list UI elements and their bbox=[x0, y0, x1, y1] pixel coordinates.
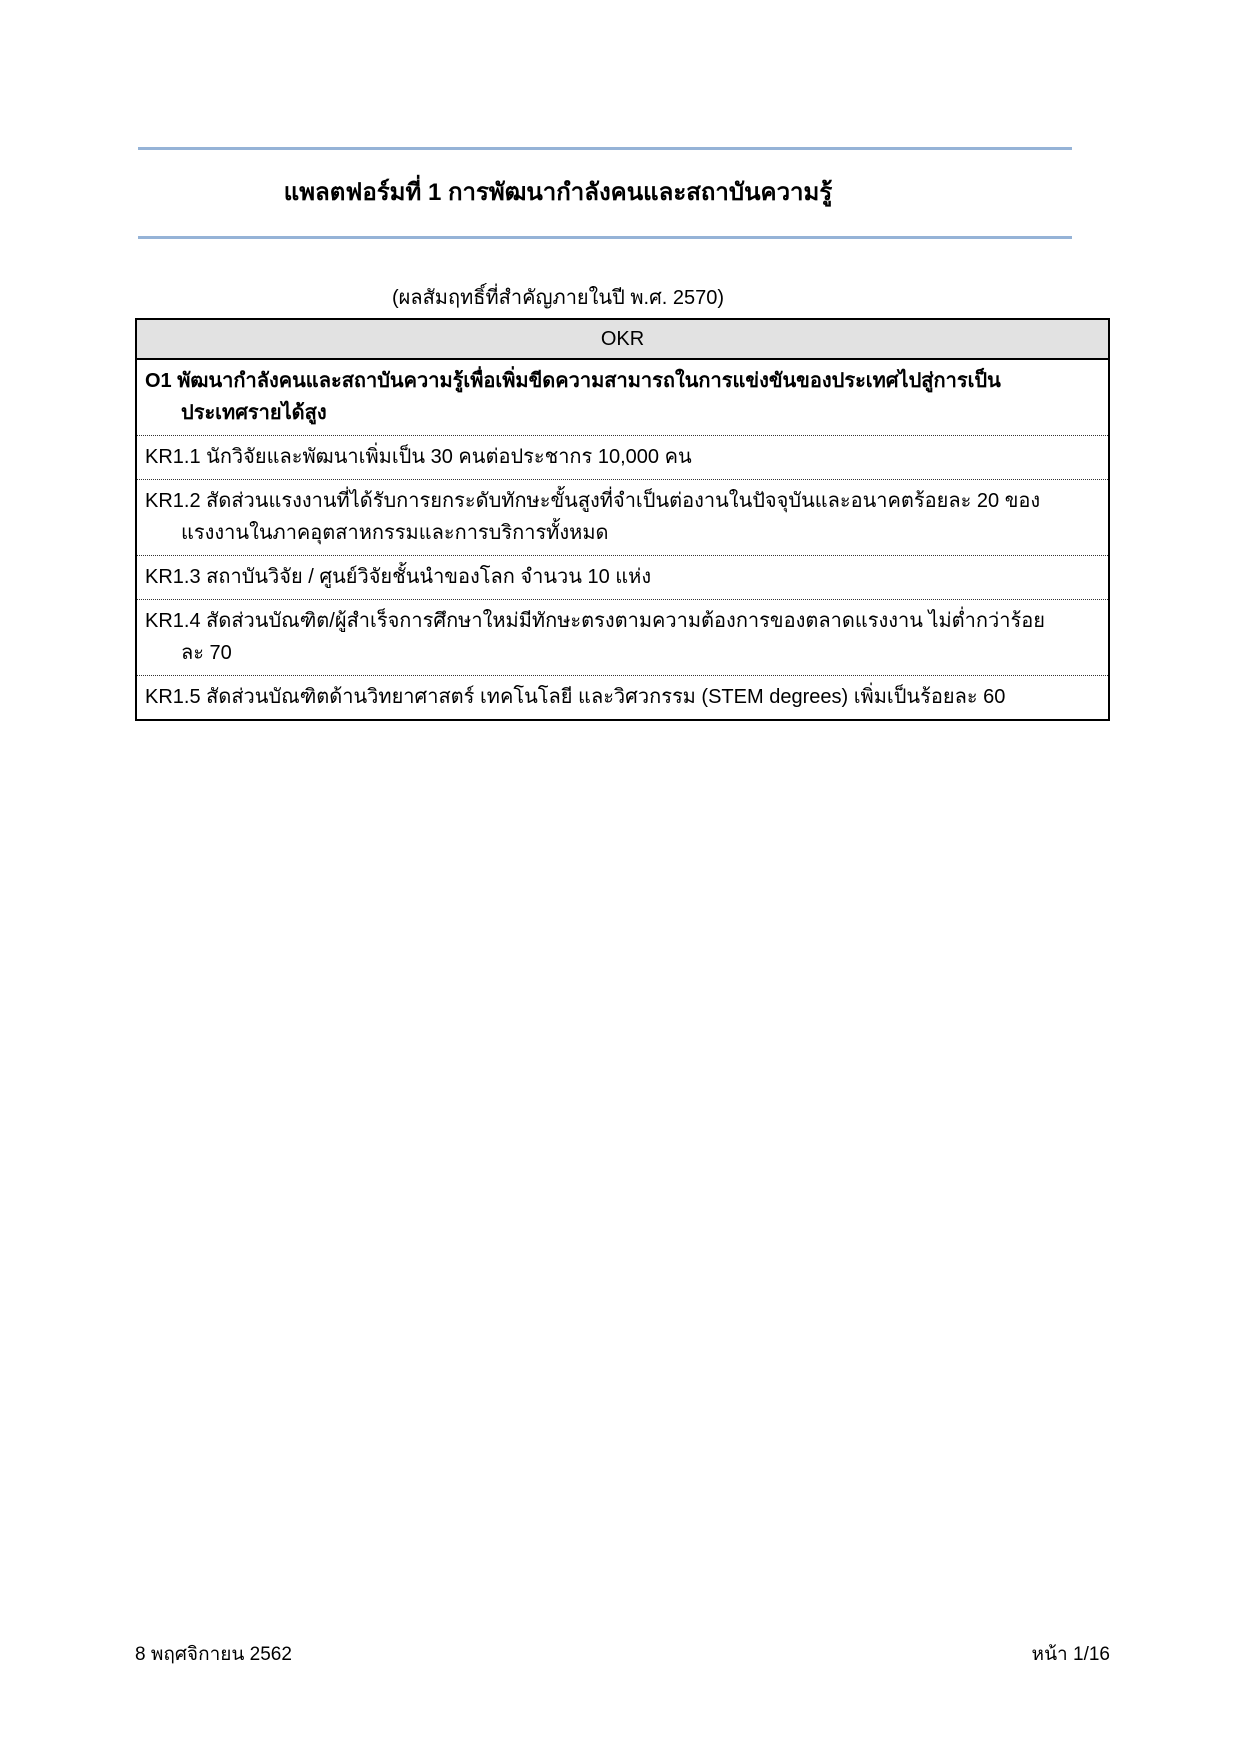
row-kr1-5-line1: KR1.5 สัดส่วนบัณฑิตด้านวิทยาศาสตร์ เทคโนโลยี และวิศวกรรม (STEM degrees) เพิ่มเป็นร้อยละ 60 bbox=[145, 686, 1006, 708]
page-title: แพลตฟอร์มที่ 1 การพัฒนากำลังคนและสถาบันความรู้ bbox=[283, 179, 833, 207]
table-header-okr: OKR bbox=[137, 320, 1108, 360]
table-row-o1 bbox=[137, 360, 1108, 436]
page-footer bbox=[135, 1642, 1110, 1668]
title-top-rule bbox=[138, 147, 1072, 150]
row-kr1-4-line2: ละ 70 bbox=[181, 642, 232, 664]
table-row-kr1-4 bbox=[137, 600, 1108, 676]
table-row-kr1-3 bbox=[137, 556, 1108, 600]
page-subtitle: (ผลสัมฤทธิ์ที่สำคัญภายในปี พ.ศ. 2570) bbox=[391, 287, 725, 309]
row-kr1-3-line1: KR1.3 สถาบันวิจัย / ศูนย์วิจัยชั้นนำของโลก จำนวน 10 แห่ง bbox=[145, 566, 652, 588]
okr-table bbox=[135, 318, 1110, 721]
table-row-kr1-5 bbox=[137, 676, 1108, 719]
footer-page-number: หน้า 1/16 bbox=[1031, 1644, 1110, 1665]
row-o1-line2: ประเทศรายได้สูง bbox=[181, 402, 327, 424]
row-o1-line1: O1 พัฒนากำลังคนและสถาบันความรู้เพื่อเพิ่มขีดความสามารถในการแข่งขันของประเทศไปสู่การเป็น bbox=[145, 370, 1001, 392]
title-bottom-rule bbox=[138, 236, 1072, 239]
footer-date: 8 พฤศจิกายน 2562 bbox=[135, 1644, 292, 1665]
row-kr1-2-line1: KR1.2 สัดส่วนแรงงานที่ได้รับการยกระดับทักษะขั้นสูงที่จำเป็นต่องานในปัจจุบันและอนาคตร้อยละ 20 ของ bbox=[145, 490, 1041, 512]
row-kr1-1-line1: KR1.1 นักวิจัยและพัฒนาเพิ่มเป็น 30 คนต่อประชากร 10,000 คน bbox=[145, 446, 692, 468]
row-kr1-2-line2: แรงงานในภาคอุตสาหกรรมและการบริการทั้งหมด bbox=[181, 522, 609, 544]
row-kr1-4-line1: KR1.4 สัดส่วนบัณฑิต/ผู้สำเร็จการศึกษาใหม่มีทักษะตรงตามความต้องการของตลาดแรงงาน ไม่ต่ำกว่าร้อย bbox=[145, 610, 1045, 632]
table-row-kr1-1 bbox=[137, 436, 1108, 480]
table-row-kr1-2 bbox=[137, 480, 1108, 556]
